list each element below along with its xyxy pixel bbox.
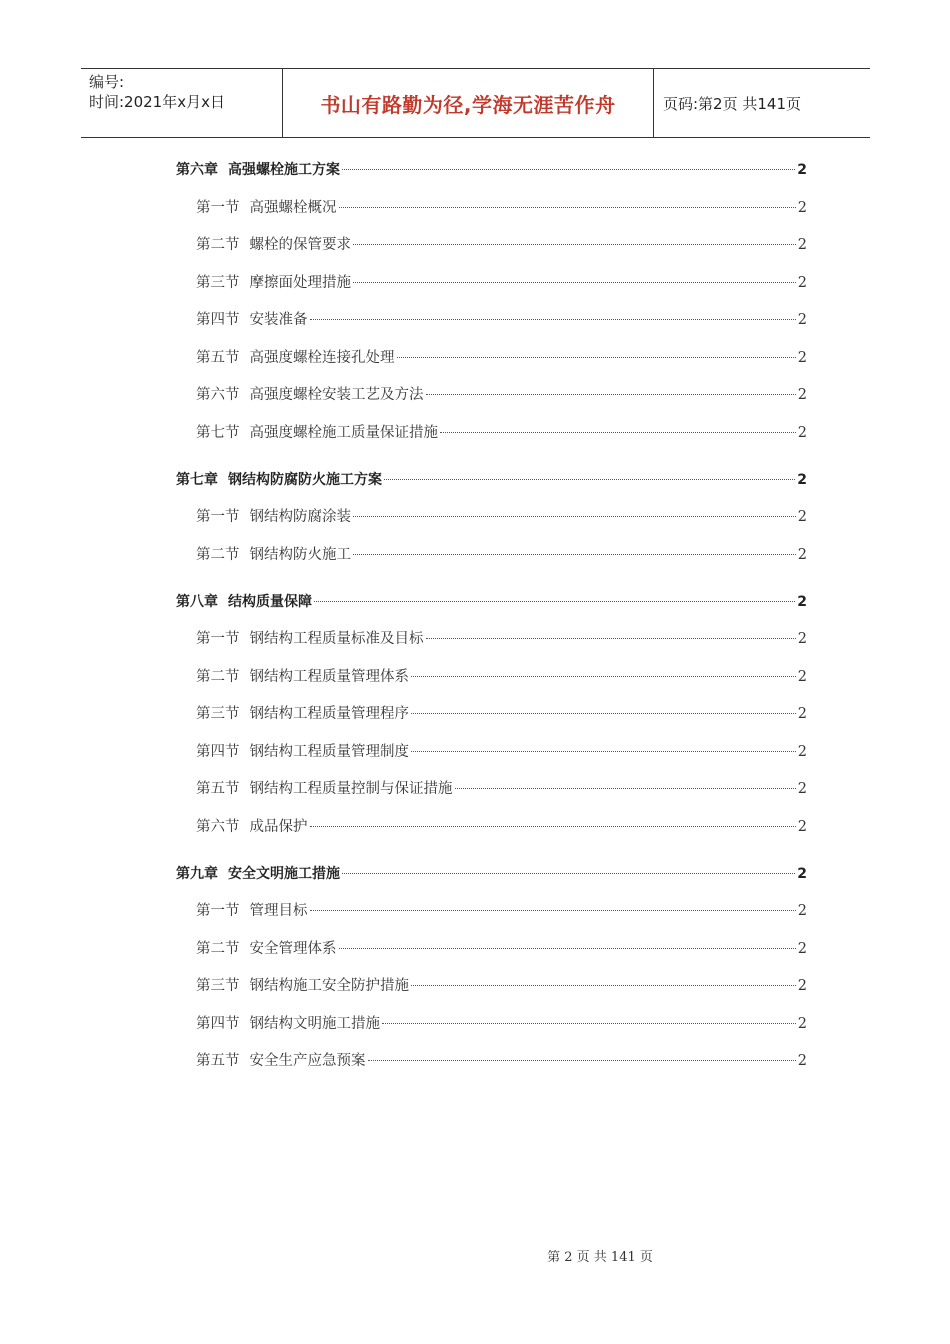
toc-entry-title: 钢结构工程质量管理程序 <box>249 706 409 722</box>
toc-entry-page: 2 <box>797 668 807 685</box>
toc-entry-page: 2 <box>797 743 807 760</box>
toc-entry-page: 2 <box>797 781 807 797</box>
toc-entry-number: 第二节 <box>196 940 240 957</box>
document-number-label: 编号: <box>89 73 125 91</box>
toc-section-entry[interactable] <box>176 421 807 459</box>
toc-entry-page: 2 <box>797 903 807 919</box>
toc-entry-title: 安装准备 <box>249 312 308 328</box>
toc-chapter-entry[interactable] <box>176 862 807 900</box>
toc-entry-page: 2 <box>797 471 807 488</box>
toc-dot-leader <box>342 873 795 874</box>
toc-entry-title: 螺栓的保管要求 <box>249 237 351 253</box>
toc-entry-number: 第七节 <box>196 424 240 441</box>
toc-entry-page: 2 <box>797 312 807 328</box>
toc-entry-page: 2 <box>797 237 807 253</box>
toc-entry-title: 钢结构工程质量控制与保证措施 <box>249 781 453 797</box>
toc-entry-number: 第七章 <box>176 471 218 488</box>
toc-entry-title: 钢结构工程质量管理制度 <box>249 743 409 760</box>
toc-entry-title: 摩擦面处理措施 <box>249 274 351 291</box>
toc-entry-title: 高强螺栓概况 <box>249 199 337 216</box>
toc-entry-number: 第六节 <box>196 818 240 835</box>
toc-dot-leader <box>382 1023 796 1024</box>
toc-entry-title: 钢结构防火施工 <box>249 546 351 563</box>
toc-dot-leader <box>339 207 796 208</box>
toc-section-entry[interactable] <box>176 505 807 543</box>
toc-entry-number: 第六章 <box>176 162 218 178</box>
toc-section-entry[interactable] <box>176 308 807 346</box>
toc-entry-page: 2 <box>797 593 807 610</box>
toc-dot-leader <box>411 713 796 714</box>
toc-entry-number: 第二节 <box>196 237 240 253</box>
toc-section-entry[interactable] <box>176 974 807 1012</box>
header-slogan: 书山有路勤为径,学海无涯苦作舟 <box>282 69 654 137</box>
toc-entry-title: 安全管理体系 <box>249 940 337 957</box>
toc-dot-leader <box>310 319 796 320</box>
table-of-contents <box>176 158 807 1087</box>
toc-dot-leader <box>342 169 795 170</box>
toc-entry-title: 结构质量保障 <box>228 593 312 610</box>
toc-entry-number: 第一节 <box>196 903 240 919</box>
toc-dot-leader <box>368 1060 796 1061</box>
toc-entry-title: 管理目标 <box>249 903 308 919</box>
toc-entry-number: 第三节 <box>196 706 240 722</box>
toc-entry-title: 高强螺栓施工方案 <box>228 162 340 178</box>
toc-entry-title: 高强度螺栓连接孔处理 <box>249 349 395 366</box>
toc-entry-number: 第一节 <box>196 509 240 525</box>
toc-entry-page: 2 <box>797 509 807 525</box>
toc-section-entry[interactable] <box>176 777 807 815</box>
toc-entry-number: 第六节 <box>196 387 240 403</box>
toc-chapter-entry[interactable] <box>176 468 807 506</box>
toc-dot-leader <box>310 910 796 911</box>
toc-dot-leader <box>440 432 796 433</box>
toc-entry-page: 2 <box>797 631 807 647</box>
header-meta <box>81 69 282 137</box>
toc-entry-page: 2 <box>797 274 807 291</box>
toc-dot-leader <box>455 788 796 789</box>
toc-dot-leader <box>339 948 796 949</box>
toc-entry-title: 钢结构防腐防火施工方案 <box>228 471 382 488</box>
toc-entry-title: 高强度螺栓施工质量保证措施 <box>249 424 438 441</box>
toc-entry-number: 第九章 <box>176 865 218 882</box>
toc-entry-page: 2 <box>797 387 807 403</box>
document-time-label: 时间:2021年x月x日 <box>89 93 225 111</box>
toc-entry-title: 安全文明施工措施 <box>228 865 340 882</box>
toc-entry-number: 第五节 <box>196 349 240 366</box>
toc-entry-page: 2 <box>797 546 807 563</box>
toc-section-entry[interactable] <box>176 702 807 740</box>
toc-chapter-entry[interactable] <box>176 590 807 628</box>
toc-entry-page: 2 <box>797 424 807 441</box>
toc-dot-leader <box>314 601 795 602</box>
toc-dot-leader <box>353 282 796 283</box>
toc-chapter-entry[interactable] <box>176 158 807 196</box>
toc-dot-leader <box>384 479 795 480</box>
toc-section-entry[interactable] <box>176 665 807 703</box>
toc-entry-page: 2 <box>797 349 807 366</box>
toc-dot-leader <box>426 638 796 639</box>
toc-entry-number: 第八章 <box>176 593 218 610</box>
toc-entry-title: 钢结构防腐涂装 <box>249 509 351 525</box>
toc-entry-page: 2 <box>797 865 807 882</box>
toc-entry-page: 2 <box>797 978 807 994</box>
page-footer: 第 2 页 共 141 页 <box>547 1250 653 1265</box>
toc-section-entry[interactable] <box>176 346 807 384</box>
toc-entry-number: 第五节 <box>196 1053 240 1069</box>
toc-section-entry[interactable] <box>176 543 807 581</box>
toc-entry-number: 第四节 <box>196 743 240 760</box>
page-header <box>81 68 870 138</box>
toc-entry-number: 第四节 <box>196 1015 240 1032</box>
toc-entry-title: 高强度螺栓安装工艺及方法 <box>249 387 424 403</box>
toc-dot-leader <box>353 244 796 245</box>
toc-entry-title: 成品保护 <box>249 818 308 835</box>
toc-section-entry[interactable] <box>176 1012 807 1050</box>
toc-dot-leader <box>353 516 796 517</box>
toc-section-entry[interactable] <box>176 1049 807 1087</box>
toc-entry-title: 安全生产应急预案 <box>249 1053 366 1069</box>
toc-section-entry[interactable] <box>176 196 807 234</box>
toc-dot-leader <box>411 676 796 677</box>
toc-section-entry[interactable] <box>176 815 807 853</box>
toc-entry-title: 钢结构施工安全防护措施 <box>249 978 409 994</box>
toc-entry-page: 2 <box>797 1053 807 1069</box>
toc-entry-number: 第三节 <box>196 978 240 994</box>
toc-entry-number: 第二节 <box>196 546 240 563</box>
toc-dot-leader <box>310 826 796 827</box>
toc-dot-leader <box>411 751 796 752</box>
toc-section-entry[interactable] <box>176 233 807 271</box>
toc-section-entry[interactable] <box>176 899 807 937</box>
toc-section-entry[interactable] <box>176 740 807 778</box>
toc-section-entry[interactable] <box>176 271 807 309</box>
toc-entry-title: 钢结构工程质量标准及目标 <box>249 631 424 647</box>
toc-entry-number: 第一节 <box>196 199 240 216</box>
toc-entry-title: 钢结构文明施工措施 <box>249 1015 380 1032</box>
toc-dot-leader <box>353 554 796 555</box>
header-page-code: 页码:第2页 共141页 <box>663 94 801 113</box>
toc-entry-page: 2 <box>797 940 807 957</box>
toc-entry-number: 第二节 <box>196 668 240 685</box>
toc-entry-page: 2 <box>797 1015 807 1032</box>
toc-entry-number: 第一节 <box>196 631 240 647</box>
toc-section-entry[interactable] <box>176 383 807 421</box>
toc-dot-leader <box>426 394 796 395</box>
toc-entry-page: 2 <box>797 706 807 722</box>
toc-entry-number: 第三节 <box>196 274 240 291</box>
toc-entry-number: 第四节 <box>196 312 240 328</box>
toc-entry-page: 2 <box>797 818 807 835</box>
toc-entry-page: 2 <box>797 199 807 216</box>
toc-section-entry[interactable] <box>176 937 807 975</box>
toc-entry-number: 第五节 <box>196 781 240 797</box>
toc-section-entry[interactable] <box>176 627 807 665</box>
toc-entry-page: 2 <box>797 162 807 178</box>
toc-entry-title: 钢结构工程质量管理体系 <box>249 668 409 685</box>
toc-dot-leader <box>411 985 796 986</box>
toc-dot-leader <box>397 357 796 358</box>
